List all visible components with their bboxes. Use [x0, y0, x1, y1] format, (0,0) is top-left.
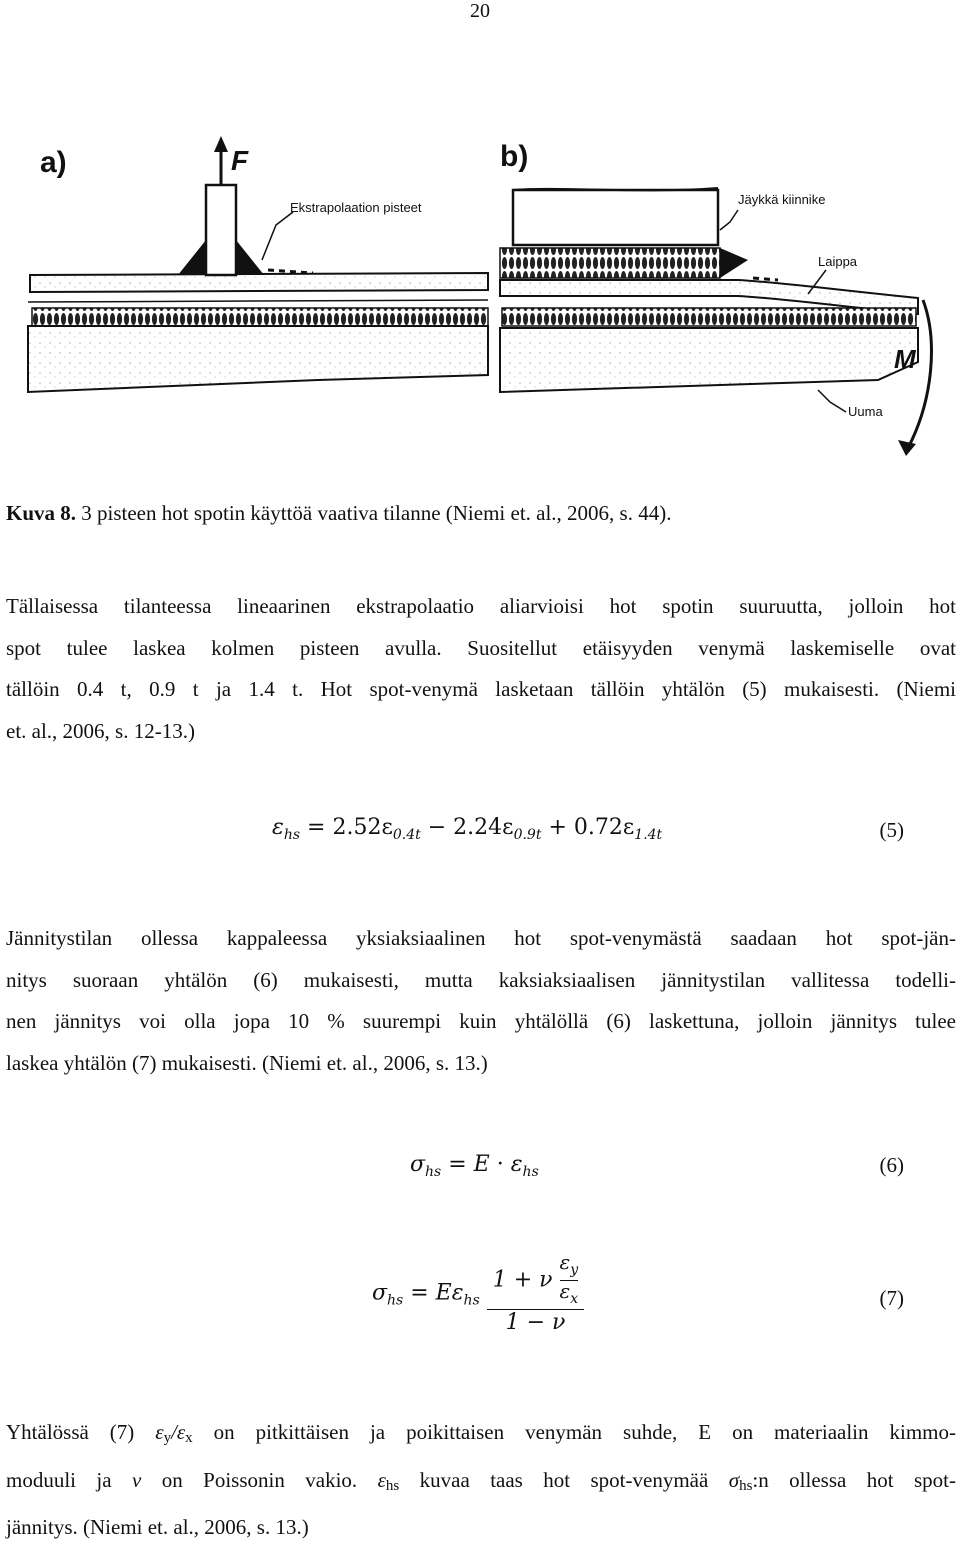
paragraph-line: Jännitystilan ollessa kappaleessa yksiaksiaalinen hot spot-venymästä saadaan hot spot-jän-	[6, 926, 956, 950]
label-a: a)	[40, 146, 67, 179]
paragraph-3	[6, 1412, 956, 1549]
equation-6: $\sigma_{hs} = E \cdot \varepsilon_{hs}$	[410, 1152, 539, 1180]
paragraph-line: tällöin 0.4 t, 0.9 t ja 1.4 t. Hot spot-venymä lasketaan tällöin yhtälön (5) mukaisesti. (Niemi	[6, 677, 956, 701]
page-number: 20	[470, 0, 490, 22]
rigid-bracket-label: Jäykkä kiinnike	[738, 192, 826, 207]
paragraph-line: jännitys. (Niemi et. al., 2006, s. 13.)	[6, 1515, 309, 1539]
paragraph-2	[6, 918, 956, 1084]
equation-6-number: (6)	[879, 1153, 904, 1177]
paragraph-line: Tällaisessa tilanteessa lineaarinen ekstrapolaatio aliarvioisi hot spotin suuruutta, jolloin hot	[6, 594, 956, 618]
figure-caption	[6, 499, 671, 527]
caption-text: 3 pisteen hot spotin käyttöä vaativa tilanne (Niemi et. al., 2006, s. 44).	[76, 501, 672, 525]
fraction: 1 + ν $\frac{\varepsilon_y}{\varepsilon_x}$ 1 − ν	[487, 1252, 584, 1335]
caption-prefix: Kuva 8.	[6, 501, 77, 525]
moment-label: M	[894, 344, 916, 374]
paragraph-line: nen jännitys voi olla jopa 10 % suurempi kuin yhtälöllä (6) laskettuna, jolloin jännitys tulee	[6, 1009, 956, 1033]
equation-7-number: (7)	[879, 1286, 904, 1310]
paragraph-1	[6, 586, 956, 752]
flange-label: Laippa	[818, 254, 858, 269]
equation-7: $\sigma_{hs} = E\varepsilon_{hs}$ 1 + ν $\frac{\varepsilon_y}{\varepsilon_x}$ 1 − ν	[372, 1252, 584, 1335]
paragraph-line: moduuli ja ν on Poissonin vakio. εhs kuvaa taas hot spot-venymää σhs:n ollessa hot spot-	[6, 1467, 956, 1494]
equation-5-number: (5)	[879, 818, 904, 842]
force-label: F	[231, 145, 249, 176]
web-label: Uuma	[848, 404, 883, 419]
paragraph-line: spot tulee laskea kolmen pisteen avulla. Suositellut etäisyyden venymä laskemiselle ovat	[6, 635, 956, 660]
extrapolation-label: Ekstrapolaation pisteet	[290, 200, 422, 215]
paragraph-line: nitys suoraan yhtälön (6) mukaisesti, mutta kaksiaksiaalisen jännitystilan vallitessa todelli-	[6, 967, 956, 992]
label-b: b)	[500, 140, 529, 173]
equation-5: $\varepsilon_{hs} = 2.52\varepsilon_{0.4t} - 2.24\varepsilon_{0.9t} + 0.72\varepsilon_{1.4t}$	[272, 815, 663, 843]
paragraph-line: et. al., 2006, s. 12-13.)	[6, 718, 195, 743]
figure-8	[18, 130, 940, 470]
paragraph-line: Yhtälössä (7) εy/εx on pitkittäisen ja poikittaisen venymän suhde, E on materiaalin kimmo-	[6, 1420, 956, 1446]
paragraph-line: laskea yhtälön (7) mukaisesti. (Niemi et. al., 2006, s. 13.)	[6, 1050, 488, 1075]
